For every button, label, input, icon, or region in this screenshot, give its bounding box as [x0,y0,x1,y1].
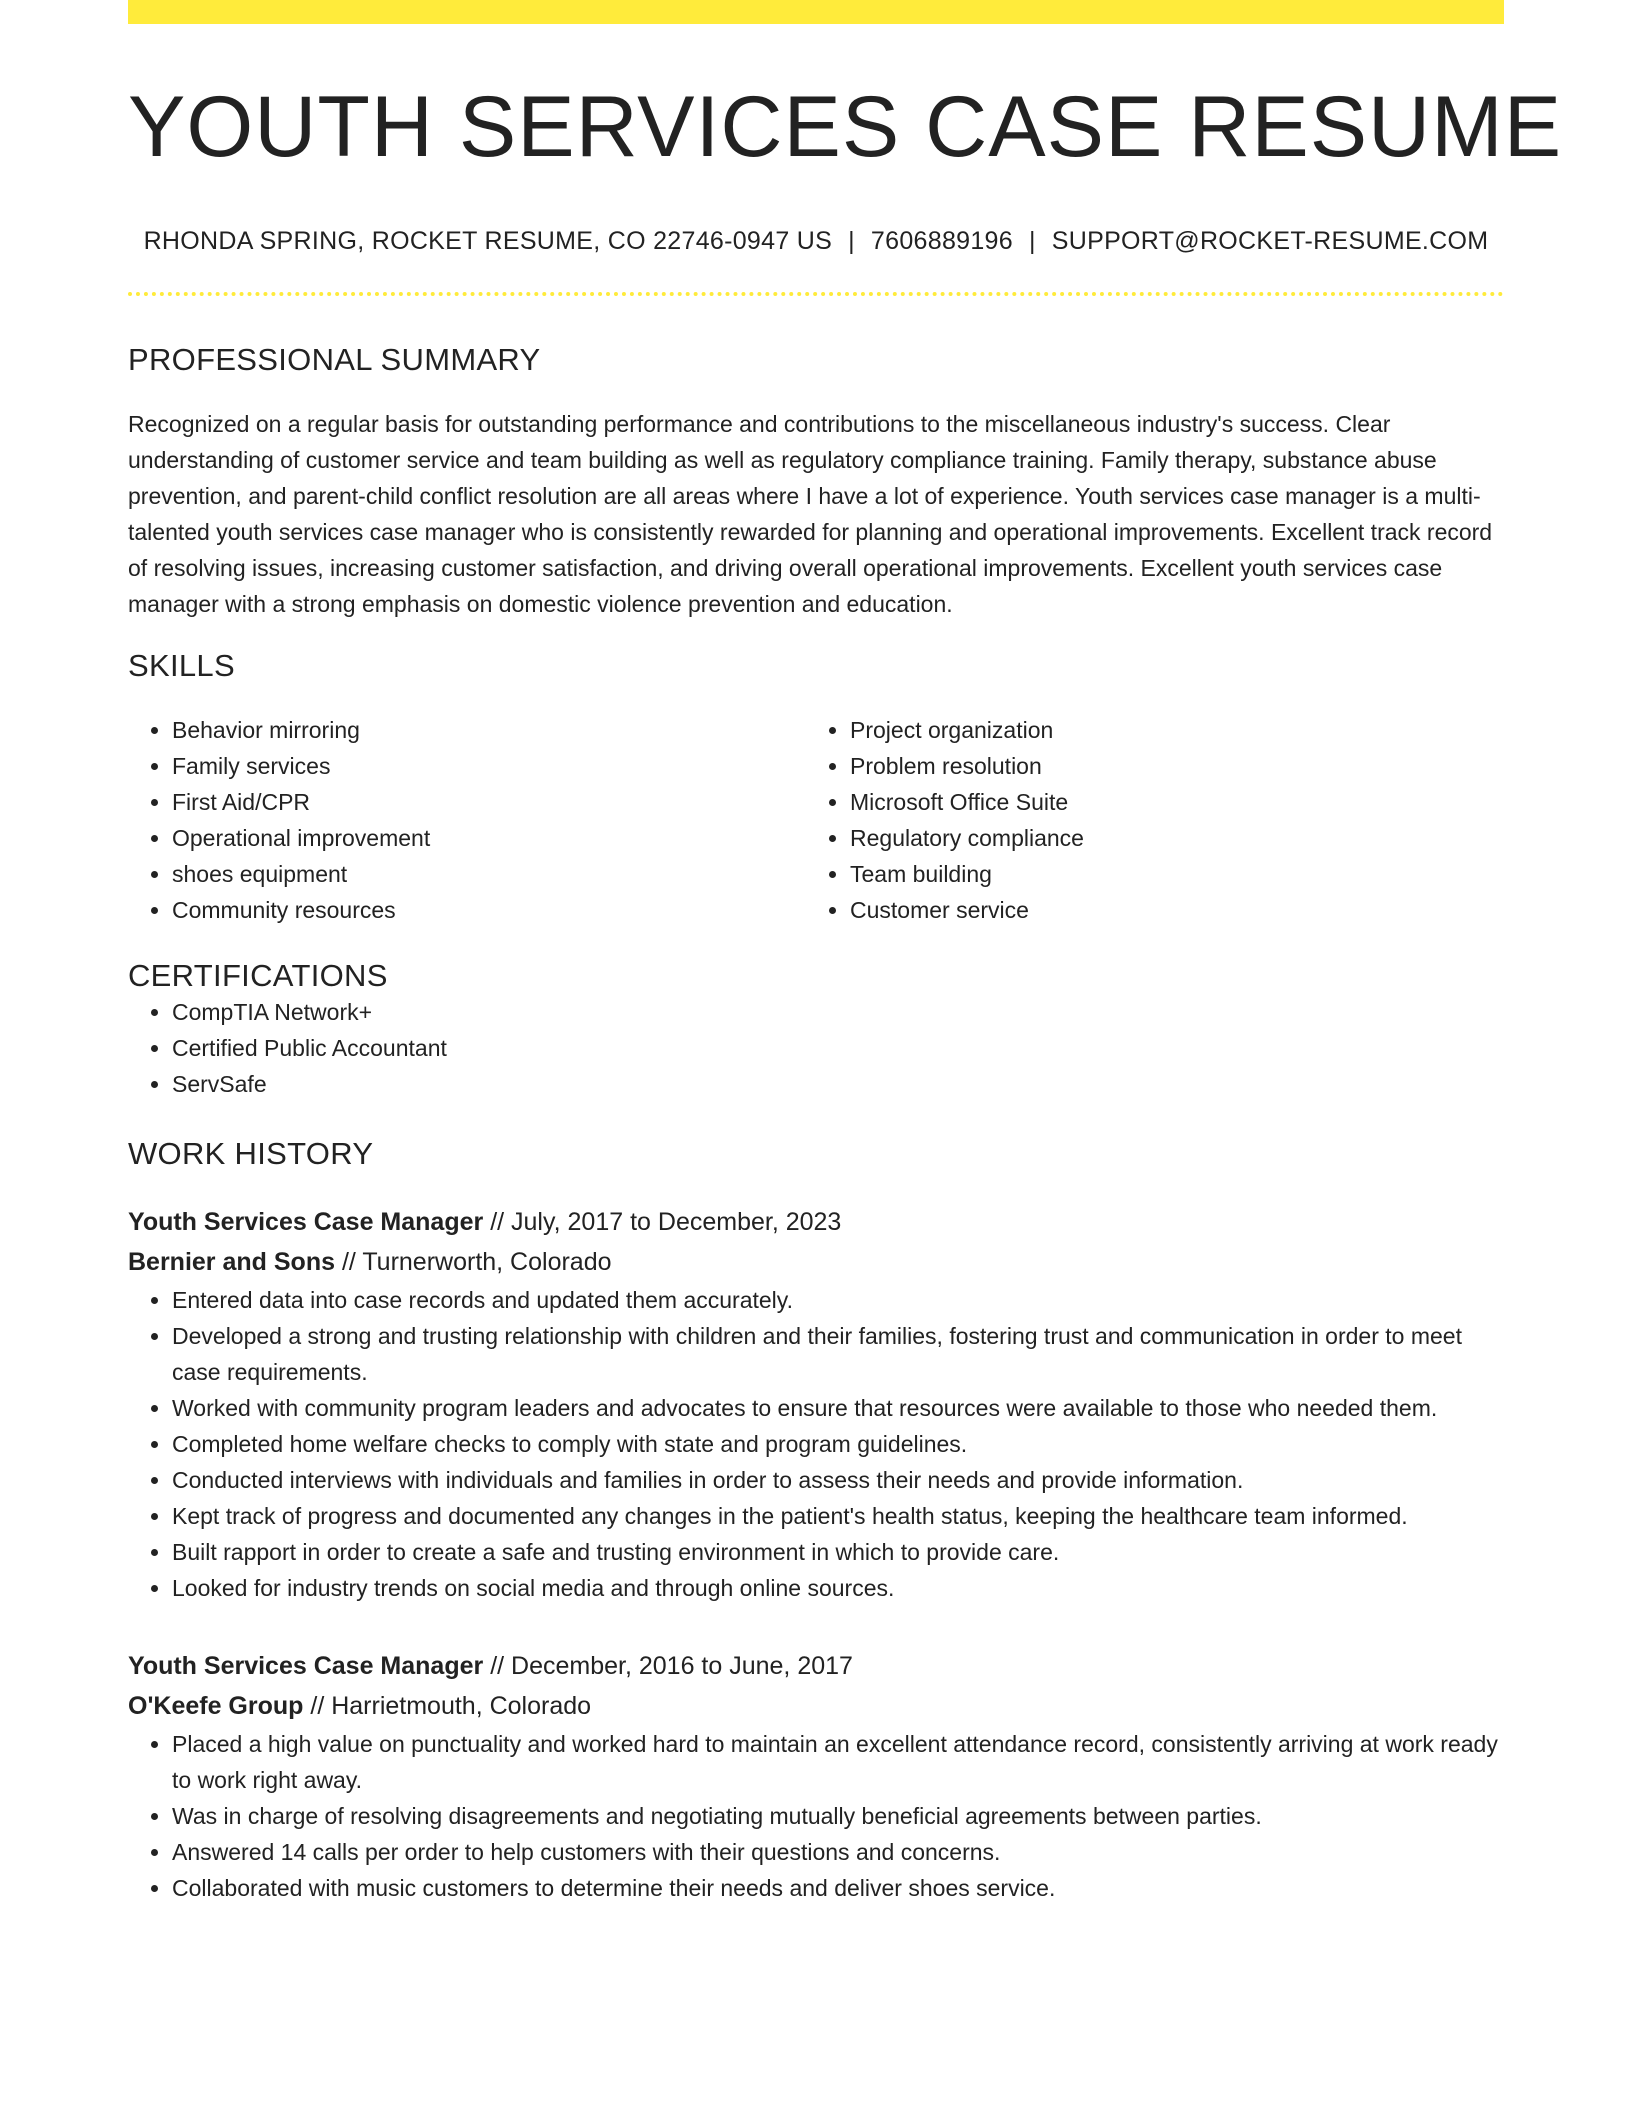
contact-line [128,227,1504,256]
job-duty: • Completed home welfare checks to comply with state and program guidelines. [172,1426,1504,1462]
job-company-line [128,1242,1504,1282]
job-dates: // July, 2017 to December, 2023 [483,1207,842,1236]
job-duty: • Answered 14 calls per order to help customers with their questions and concerns. [172,1834,1504,1870]
certification-item: • Certified Public Accountant [172,1030,1504,1066]
certifications-list [128,994,1504,1102]
skill-item: • Problem resolution [850,748,1484,784]
skills-right-list [806,712,1484,928]
skill-item: • Community resources [172,892,806,928]
contact-address: RHONDA SPRING, ROCKET RESUME, CO 22746-0947 US [143,226,833,255]
skill-item: • Regulatory compliance [850,820,1484,856]
job-company-line [128,1686,1504,1726]
skill-item: • Microsoft Office Suite [850,784,1484,820]
skill-item: • Behavior mirroring [172,712,806,748]
job-entry [128,1646,1504,1906]
job-duty: • Looked for industry trends on social media and through online sources. [172,1570,1504,1606]
job-company: Bernier and Sons [128,1247,335,1276]
header-divider [128,292,1504,296]
job-duty: • Kept track of progress and documented any changes in the patient's health status, keeping the healthcare team informed. [172,1498,1504,1534]
job-duty: • Developed a strong and trusting relationship with children and their families, fostering trust and communication in order to meet case requirements. [172,1318,1504,1390]
job-location: // Turnerworth, Colorado [335,1247,612,1276]
job-title: Youth Services Case Manager [128,1651,484,1680]
skills-left-column [128,712,806,928]
skill-item: • Team building [850,856,1484,892]
job-location: // Harrietmouth, Colorado [303,1691,592,1720]
skill-item: • shoes equipment [172,856,806,892]
resume-title: YOUTH SERVICES CASE RESUME [128,79,1563,175]
job-company: O'Keefe Group [128,1691,304,1720]
job-duty: • Placed a high value on punctuality and worked hard to maintain an excellent attendance record, consistently arriving at work ready to work right away. [172,1726,1504,1798]
summary-heading: PROFESSIONAL SUMMARY [128,341,541,377]
contact-email: SUPPORT@ROCKET-RESUME.COM [1051,226,1489,255]
job-entry [128,1202,1504,1606]
resume-page [128,0,1563,1906]
skills-right-column [806,712,1484,928]
certifications-heading: CERTIFICATIONS [128,957,388,993]
job-title-line [128,1646,1504,1686]
job-duty: • Conducted interviews with individuals and families in order to assess their needs and provide information. [172,1462,1504,1498]
job-title-line [128,1202,1504,1242]
skills-grid [128,712,1504,928]
job-dates: // December, 2016 to June, 2017 [483,1651,853,1680]
job-duty: • Was in charge of resolving disagreements and negotiating mutually beneficial agreements between parties. [172,1798,1504,1834]
skill-item: • Family services [172,748,806,784]
top-accent-bar [128,0,1504,24]
skill-item: • Operational improvement [172,820,806,856]
job-duty: • Entered data into case records and updated them accurately. [172,1282,1504,1318]
contact-separator: | [848,226,855,255]
job-duty: • Collaborated with music customers to determine their needs and deliver shoes service. [172,1870,1504,1906]
contact-separator: | [1028,226,1036,255]
certification-item: • CompTIA Network+ [172,994,1504,1030]
skill-item: • Project organization [850,712,1484,748]
skill-item: • First Aid/CPR [172,784,806,820]
job-title: Youth Services Case Manager [128,1207,484,1236]
contact-phone: 7606889196 [870,226,1013,255]
summary-text: Recognized on a regular basis for outstanding performance and contributions to the miscellaneous industry's success. Clear understanding of customer service and team building as well as regulatory compliance training. Family therapy, substance abuse prevention, and parent-child conflict resolution are all areas where I have a lot of experience. Youth services case manager is a multi-talented youth services case manager who is consistently rewarded for planning and operational improvements. Excellent track record of resolving issues, increasing customer satisfaction, and driving overall operational improvements. Excellent youth services case manager with a strong emphasis on domestic violence prevention and education. [128,410,1493,617]
skills-heading: SKILLS [128,647,235,683]
skills-left-list [128,712,806,928]
certification-item: • ServSafe [172,1066,1504,1102]
job-duty: • Built rapport in order to create a safe and trusting environment in which to provide care. [172,1534,1504,1570]
skill-item: • Customer service [850,892,1484,928]
job-duties-list [128,1282,1504,1606]
job-duties-list [128,1726,1504,1906]
work-history-heading: WORK HISTORY [128,1135,374,1171]
job-duty: • Worked with community program leaders and advocates to ensure that resources were available to those who needed them. [172,1390,1504,1426]
